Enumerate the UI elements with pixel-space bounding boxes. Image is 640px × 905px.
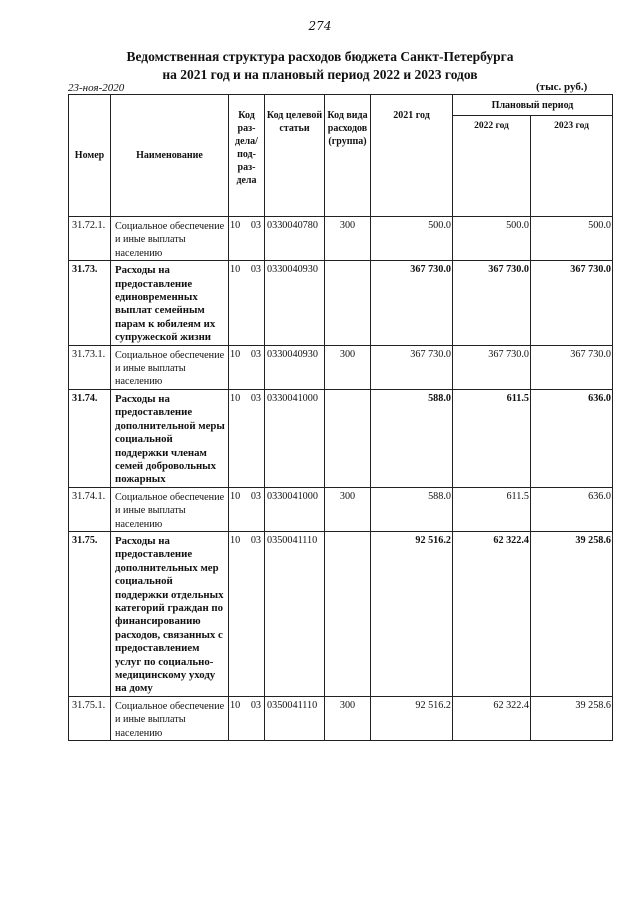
row-podrazdel: 03: [250, 534, 261, 546]
row-razdel: 10: [230, 490, 241, 502]
document-title: [0, 48, 640, 84]
unit-label: (тыс. руб.): [536, 81, 588, 93]
row-amount-2021: 367 730.0: [371, 261, 453, 345]
row-amount-2022: 62 322.4: [453, 531, 531, 696]
table-row: [69, 696, 613, 740]
row-razdel: 10: [230, 220, 241, 231]
row-vid-code: [325, 261, 371, 345]
row-amount-2022: 611.5: [453, 487, 531, 531]
table-row: [69, 217, 613, 261]
row-podrazdel: 03: [250, 348, 261, 360]
row-vid-code: [325, 389, 371, 487]
row-number: 31.75.1.: [69, 696, 111, 740]
row-razdel-code: [229, 345, 265, 389]
row-name: Социальное обеспечение и иные выплаты населению: [111, 487, 229, 531]
row-vid-code: 300: [325, 487, 371, 531]
page-number: 274: [308, 19, 332, 33]
title-line-2: на 2021 год и на плановый период 2022 и 2023 годов: [162, 67, 478, 82]
row-amount-2023: 367 730.0: [531, 261, 613, 345]
header-vid: Код вида расходов (группа): [325, 95, 371, 217]
row-amount-2023: 636.0: [531, 389, 613, 487]
row-podrazdel: 03: [250, 699, 261, 711]
row-name: Расходы на предоставление дополнительных мер социальной поддержки отдельных категорий граждан по финансированию расходов, связанных с предоставлением услуг по социально-медицинскому уходу на дому: [111, 531, 229, 696]
row-podrazdel: 03: [250, 392, 261, 404]
row-target-code: 0330040930: [265, 345, 325, 389]
row-razdel: 10: [230, 699, 241, 711]
row-razdel-code: [229, 261, 265, 345]
row-razdel-code: [229, 487, 265, 531]
row-amount-2022: 500.0: [453, 217, 531, 261]
title-line-1: Ведомственная структура расходов бюджета Санкт-Петербурга: [126, 49, 514, 64]
row-razdel-code: [229, 389, 265, 487]
row-amount-2022: 611.5: [453, 389, 531, 487]
row-razdel: 10: [230, 392, 241, 404]
row-target-code: 0330040930: [265, 261, 325, 345]
header-number: Номер: [69, 95, 111, 217]
row-name: Расходы на предоставление дополнительной меры социальной поддержки членам семей добровольных пожарных: [111, 389, 229, 487]
row-amount-2023: 636.0: [531, 487, 613, 531]
row-name: Социальное обеспечение и иные выплаты населению: [111, 217, 229, 261]
table-row: [69, 345, 613, 389]
row-podrazdel: 03: [250, 220, 261, 231]
header-year-2022: 2022 год: [453, 116, 531, 217]
header-planned-period: Плановый период: [453, 95, 613, 116]
table-row: [69, 261, 613, 345]
table-row: [69, 531, 613, 696]
row-razdel: 10: [230, 348, 241, 360]
row-razdel-code: [229, 696, 265, 740]
budget-table: [68, 94, 613, 741]
row-amount-2022: 62 322.4: [453, 696, 531, 740]
row-target-code: 0330041000: [265, 487, 325, 531]
row-number: 31.74.1.: [69, 487, 111, 531]
row-target-code: 0350041110: [265, 696, 325, 740]
row-amount-2021: 500.0: [371, 217, 453, 261]
row-name: Социальное обеспечение и иные выплаты населению: [111, 345, 229, 389]
row-number: 31.73.1.: [69, 345, 111, 389]
row-amount-2022: 367 730.0: [453, 345, 531, 389]
row-amount-2021: 367 730.0: [371, 345, 453, 389]
row-target-code: 0350041110: [265, 531, 325, 696]
row-target-code: 0330040780: [265, 217, 325, 261]
row-amount-2023: 39 258.6: [531, 531, 613, 696]
row-target-code: 0330041000: [265, 389, 325, 487]
header-name: Наименование: [111, 95, 229, 217]
row-number: 31.75.: [69, 531, 111, 696]
row-amount-2021: 92 516.2: [371, 696, 453, 740]
row-razdel: 10: [230, 264, 241, 276]
row-amount-2021: 588.0: [371, 389, 453, 487]
row-vid-code: [325, 531, 371, 696]
row-podrazdel: 03: [250, 264, 261, 276]
header-target: Код целевой статьи: [265, 95, 325, 217]
row-vid-code: 300: [325, 696, 371, 740]
row-name: Расходы на предоставление единовременных выплат семейным парам к юбилеям их супружеской жизни: [111, 261, 229, 345]
row-amount-2023: 500.0: [531, 217, 613, 261]
row-vid-code: 300: [325, 217, 371, 261]
header-razdel: Код раз-дела/ под-раз-дела: [229, 95, 265, 217]
row-name: Социальное обеспечение и иные выплаты населению: [111, 696, 229, 740]
row-number: 31.74.: [69, 389, 111, 487]
row-podrazdel: 03: [250, 490, 261, 502]
row-amount-2022: 367 730.0: [453, 261, 531, 345]
document-date: 23-ноя-2020: [68, 82, 125, 94]
table-row: [69, 487, 613, 531]
table-body: [69, 217, 613, 741]
row-amount-2023: 367 730.0: [531, 345, 613, 389]
row-razdel-code: [229, 217, 265, 261]
row-razdel-code: [229, 531, 265, 696]
row-number: 31.72.1.: [69, 217, 111, 261]
header-year-2021: 2021 год: [371, 95, 453, 217]
row-number: 31.73.: [69, 261, 111, 345]
row-amount-2021: 588.0: [371, 487, 453, 531]
row-razdel: 10: [230, 534, 241, 546]
row-amount-2021: 92 516.2: [371, 531, 453, 696]
row-vid-code: 300: [325, 345, 371, 389]
table-row: [69, 389, 613, 487]
header-year-2023: 2023 год: [531, 116, 613, 217]
row-amount-2023: 39 258.6: [531, 696, 613, 740]
